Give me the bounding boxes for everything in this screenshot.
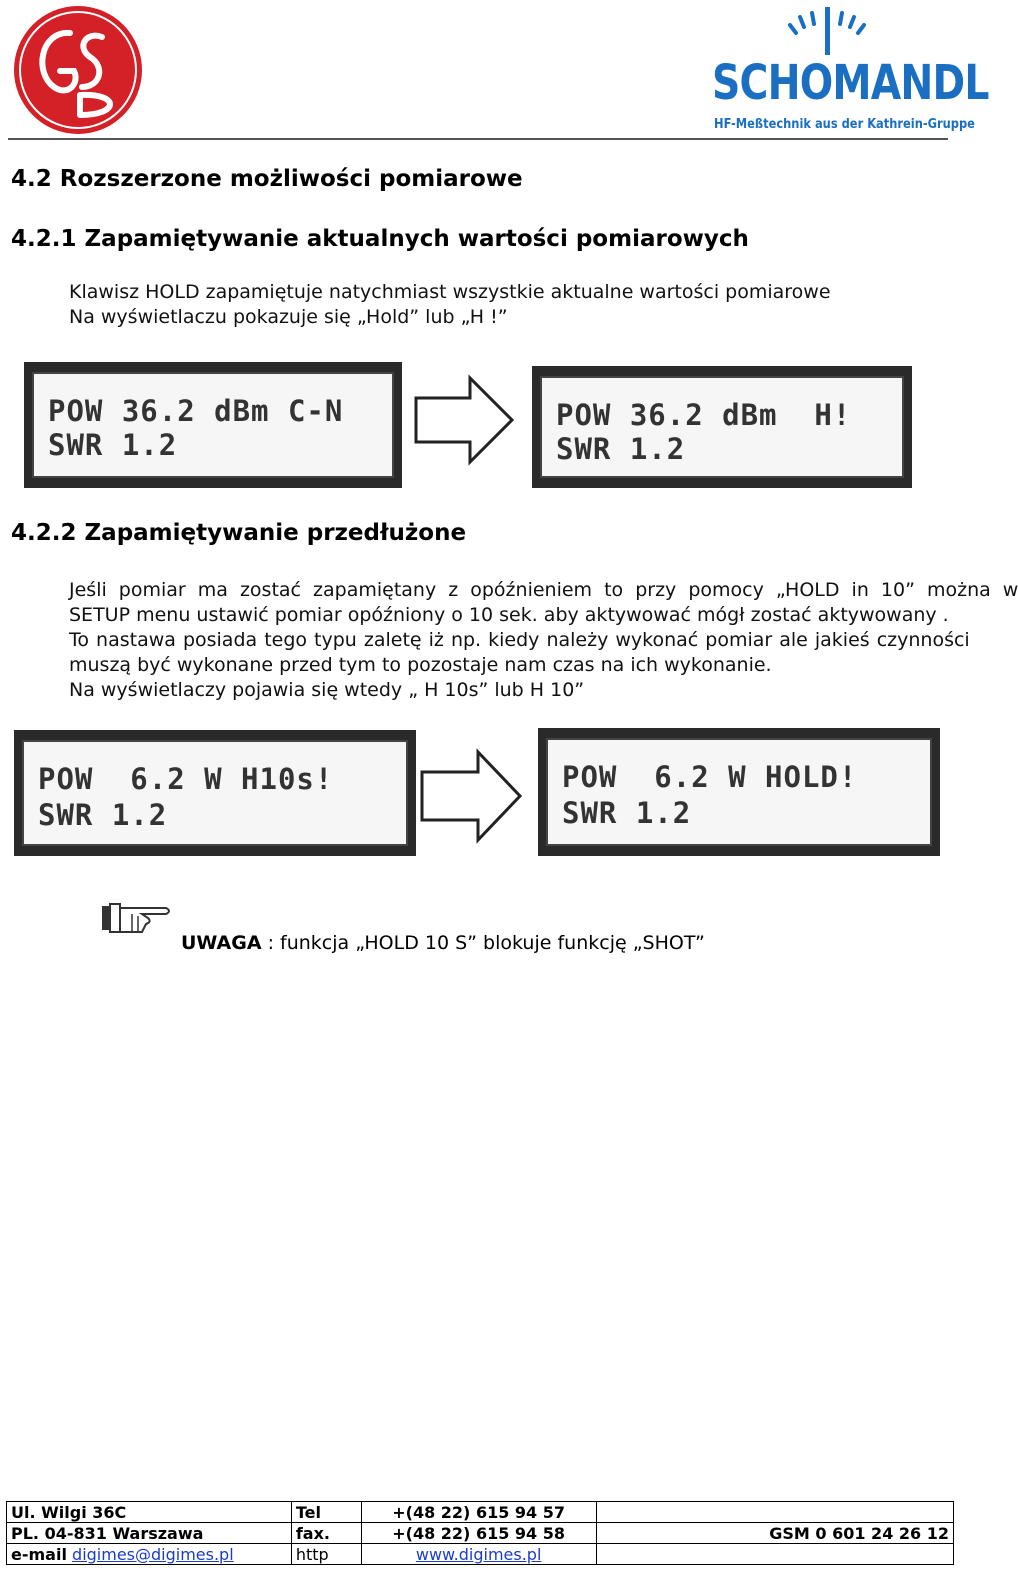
schomandl-logo <box>712 5 989 135</box>
brand-tagline: HF-Meßtechnik aus der Kathrein-Gruppe <box>714 117 975 132</box>
text-line: Na wyświetlaczu pokazuje się „Hold” lub „H !” <box>69 306 508 328</box>
lcd-line-2: SWR 1.2 <box>48 428 178 462</box>
lcd-line-1: POW 6.2 W HOLD! <box>562 760 858 794</box>
table-row <box>7 1523 954 1544</box>
lcd-line-2: SWR 1.2 <box>556 432 686 466</box>
footer-extra <box>596 1544 953 1565</box>
website-cell <box>361 1544 596 1565</box>
address-street: Ul. Wilgi 36C <box>7 1502 292 1523</box>
lcd-line-1: POW 36.2 dBm C-N <box>48 394 344 428</box>
arrow-right-icon <box>412 374 516 466</box>
lcd-display-after <box>532 366 912 488</box>
brand-name: SCHOMANDL <box>712 55 989 111</box>
section-title-4-2-2: 4.2.2 Zapamiętywanie przedłużone <box>11 520 467 546</box>
footer-contact-table <box>6 1501 954 1565</box>
gsd-logo <box>10 3 146 137</box>
email-link[interactable]: digimes@digimes.pl <box>72 1544 234 1564</box>
email-label: e-mail <box>11 1544 67 1564</box>
note-body: : funkcja „HOLD 10 S” blokuje funkcję „SHOT” <box>261 932 705 954</box>
note-text <box>181 932 705 954</box>
section-title-4-2-1: 4.2.1 Zapamiętywanie aktualnych wartości pomiarowych <box>11 226 749 252</box>
website-link[interactable]: www.digimes.pl <box>415 1544 542 1564</box>
lcd-line-2: SWR 1.2 <box>38 798 168 832</box>
text-line: muszą być wykonane przed tym to pozostaje nam czas na ich wykonanie. <box>69 654 772 676</box>
phone-value: +(48 22) 615 94 57 <box>361 1502 596 1523</box>
text-line: Klawisz HOLD zapamiętuje natychmiast wszystkie aktualne wartości pomiarowe <box>69 281 831 303</box>
phone-label: Tel <box>291 1502 361 1523</box>
lcd-line-1: POW 36.2 dBm H! <box>556 398 852 432</box>
text-line: SETUP menu ustawić pomiar opóźniony o 10 sek. aby aktywować mógł zostać aktywowany . <box>69 604 949 626</box>
section-4-2-1-text <box>69 280 831 330</box>
fax-value: +(48 22) 615 94 58 <box>361 1523 596 1544</box>
http-label: http <box>291 1544 361 1565</box>
note-label: UWAGA <box>181 932 262 954</box>
lcd-display-before <box>14 730 416 856</box>
text-line: Na wyświetlaczy pojawia się wtedy „ H 10s” lub H 10” <box>69 679 585 701</box>
section-4-2-2-text <box>69 578 1018 703</box>
email-cell <box>7 1544 292 1565</box>
lcd-line-2: SWR 1.2 <box>562 796 692 830</box>
lcd-display-after <box>538 728 940 856</box>
text-line: Jeśli pomiar ma zostać zapamiętany z opóźnieniem to przy pomocy „HOLD in 10” można w <box>69 579 1018 601</box>
table-row <box>7 1502 954 1523</box>
pointing-hand-icon <box>100 898 176 938</box>
header-divider <box>8 138 948 140</box>
fax-label: fax. <box>291 1523 361 1544</box>
section-title-4-2: 4.2 Rozszerzone możliwości pomiarowe <box>11 166 523 192</box>
arrow-right-icon <box>418 748 526 844</box>
antenna-signal-icon <box>782 5 872 55</box>
address-city: PL. 04-831 Warszawa <box>7 1523 292 1544</box>
lcd-display-before <box>24 362 402 488</box>
gsm-number: GSM 0 601 24 26 12 <box>596 1523 953 1544</box>
table-row <box>7 1544 954 1565</box>
footer-extra <box>596 1502 953 1523</box>
text-line: To nastawa posiada tego typu zaletę iż np. kiedy należy wykonać pomiar ale jakieś czynności <box>69 629 970 651</box>
lcd-line-1: POW 6.2 W H10s! <box>38 762 334 796</box>
